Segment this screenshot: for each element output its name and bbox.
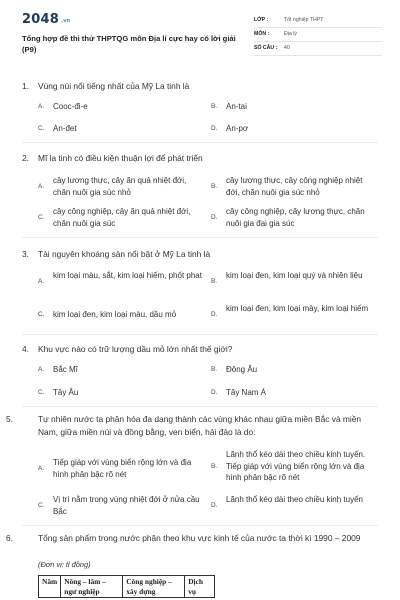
- option-text: An-tai: [226, 102, 247, 111]
- divider: [22, 142, 378, 143]
- table-header-cell: Dịch vụ: [185, 576, 215, 598]
- question-3-number: 3.: [22, 249, 29, 259]
- option-text: Vị trí nằm trong vùng nhiệt đới ở nửa cầu Bắc: [53, 495, 200, 516]
- option-letter: C.: [38, 502, 45, 509]
- option-text: kim loại đen, kim loại màu, dầu mỏ: [53, 310, 177, 319]
- question-5-stem: Tự nhiên nước ta phân hóa đa dạng thành các vùng khác nhau giữa miền Bắc và miền Nam, giữa miền núi và đồng bằng, ven biển, hải đảo là do:: [38, 414, 362, 437]
- question-1-number: 1.: [22, 81, 29, 91]
- question-2-number: 2.: [22, 153, 29, 163]
- option-letter: A.: [38, 465, 45, 472]
- option-letter: D.: [211, 502, 218, 509]
- option-letter: A.: [38, 183, 45, 190]
- meta-class-value: Tốt nghiệp THPT: [284, 17, 324, 23]
- question-6-text: [6, 532, 382, 545]
- option-letter: C.: [38, 214, 45, 221]
- option-letter: C.: [38, 125, 45, 132]
- option-letter: C.: [38, 311, 45, 318]
- document-header: [0, 0, 400, 62]
- divider: [22, 406, 378, 407]
- question-1-stem: Vùng núi nổi tiếng nhất của Mỹ La tinh là: [38, 81, 190, 91]
- option-text: An-pơ: [226, 124, 249, 133]
- unit-note: (Đơn vị: tỉ đồng): [38, 560, 91, 569]
- option-letter: B.: [211, 278, 218, 285]
- option-letter: A.: [38, 278, 45, 285]
- table-header-cell: Nông – lâm – ngư nghiệp: [61, 576, 123, 598]
- logo-tld: .vn: [60, 18, 71, 24]
- option-text: cây công nghiệp, cây lương thực, chăn nuôi gia đại gia súc: [226, 207, 365, 228]
- option-text: kim loại đen, kim loại mày, kim loại hiếm: [226, 304, 369, 313]
- option-letter: B.: [211, 103, 218, 110]
- meta-subject-value: Địa lý: [284, 31, 297, 37]
- option-text: kim loại màu, sắt, kim loại hiếm, phốt phat: [53, 271, 202, 280]
- option-letter: A.: [38, 366, 45, 373]
- divider: [22, 525, 378, 526]
- option-text: Đông Âu: [226, 365, 258, 374]
- option-letter: B.: [211, 463, 218, 470]
- option-text: cây lương thực, cây ăn quả nhiệt đới, chăn nuôi gia súc nhỏ: [53, 176, 187, 197]
- table-header-row: [39, 576, 215, 598]
- question-3-text: [22, 248, 382, 261]
- question-6-number: 6.: [6, 533, 13, 543]
- table-header-cell: Công nghiệp – xây dựng: [123, 576, 185, 598]
- question-2-stem: Mĩ la tinh có điều kiện thuận lợi để phát triển: [38, 153, 203, 163]
- question-4-stem: Khu vực nào có trữ lượng dầu mỏ lớn nhất thế giới?: [38, 344, 233, 354]
- option-letter: B.: [211, 366, 218, 373]
- meta-subject-key: MÔN :: [254, 31, 270, 37]
- option-text: Tiếp giáp với vùng biển rộng lớn và địa hình phân bậc rõ nét: [53, 458, 192, 479]
- option-text: Cooc-đi-e: [53, 102, 88, 111]
- site-logo[interactable]: [22, 12, 70, 27]
- meta-count-row: [254, 42, 382, 56]
- meta-class-key: LỚP :: [254, 17, 269, 23]
- document-title: Tổng hợp đề thi thử THPTQG môn Địa lí cực hay có lời giải (P9): [22, 34, 236, 54]
- table-header-cell: Năm: [39, 576, 61, 598]
- option-letter: C.: [38, 389, 45, 396]
- question-6-stem: Tổng sản phẩm trong nước phân theo khu vực kinh tế của nước ta thời kì 1990 – 2009: [38, 533, 361, 543]
- option-text: cây công nghiệp, cây ăn quả nhiệt đới, chăn nuôi gia súc: [53, 207, 191, 228]
- option-letter: D.: [211, 389, 218, 396]
- question-3-stem: Tài nguyên khoáng sản nổi bật ở Mỹ La tinh là: [38, 249, 211, 259]
- option-text: Tây Nam Á: [226, 388, 267, 397]
- data-table: [38, 575, 215, 598]
- question-5-text: [6, 413, 382, 438]
- question-4-text: [22, 343, 382, 356]
- option-text: Tây Âu: [53, 388, 79, 397]
- option-letter: A.: [38, 103, 45, 110]
- option-text: An-đet: [53, 124, 77, 133]
- question-4-number: 4.: [22, 344, 29, 354]
- option-text: cây lương thực, cây công nghiệp nhiệt đới, chăn nuôi gia súc nhỏ: [226, 176, 363, 197]
- meta-subject-row: [254, 28, 382, 42]
- question-2-text: [22, 152, 382, 165]
- option-text: Lãnh thổ kéo dài theo chiều kinh tuyến: [226, 495, 363, 504]
- option-letter: D.: [211, 311, 218, 318]
- option-text: Bắc Mĩ: [53, 365, 78, 374]
- divider: [22, 334, 378, 335]
- divider: [22, 237, 378, 238]
- meta-class-row: [254, 14, 382, 28]
- meta-count-value: 40: [284, 45, 290, 51]
- option-letter: D.: [211, 214, 218, 221]
- question-5-number: 5.: [6, 414, 13, 424]
- option-letter: B.: [211, 183, 218, 190]
- option-text: Lãnh thổ kéo dài theo chiều kinh tuyến. Tiếp giáp với vùng biển rộng lớn và địa hình phân bậc rõ nét: [226, 450, 366, 482]
- meta-count-key: SỐ CÂU :: [254, 45, 278, 51]
- logo-text: 2048: [22, 12, 59, 27]
- option-letter: D.: [211, 125, 218, 132]
- option-text: kim loại đen, kim loại quý và nhiên liệu: [226, 271, 363, 280]
- question-1-text: [22, 80, 382, 93]
